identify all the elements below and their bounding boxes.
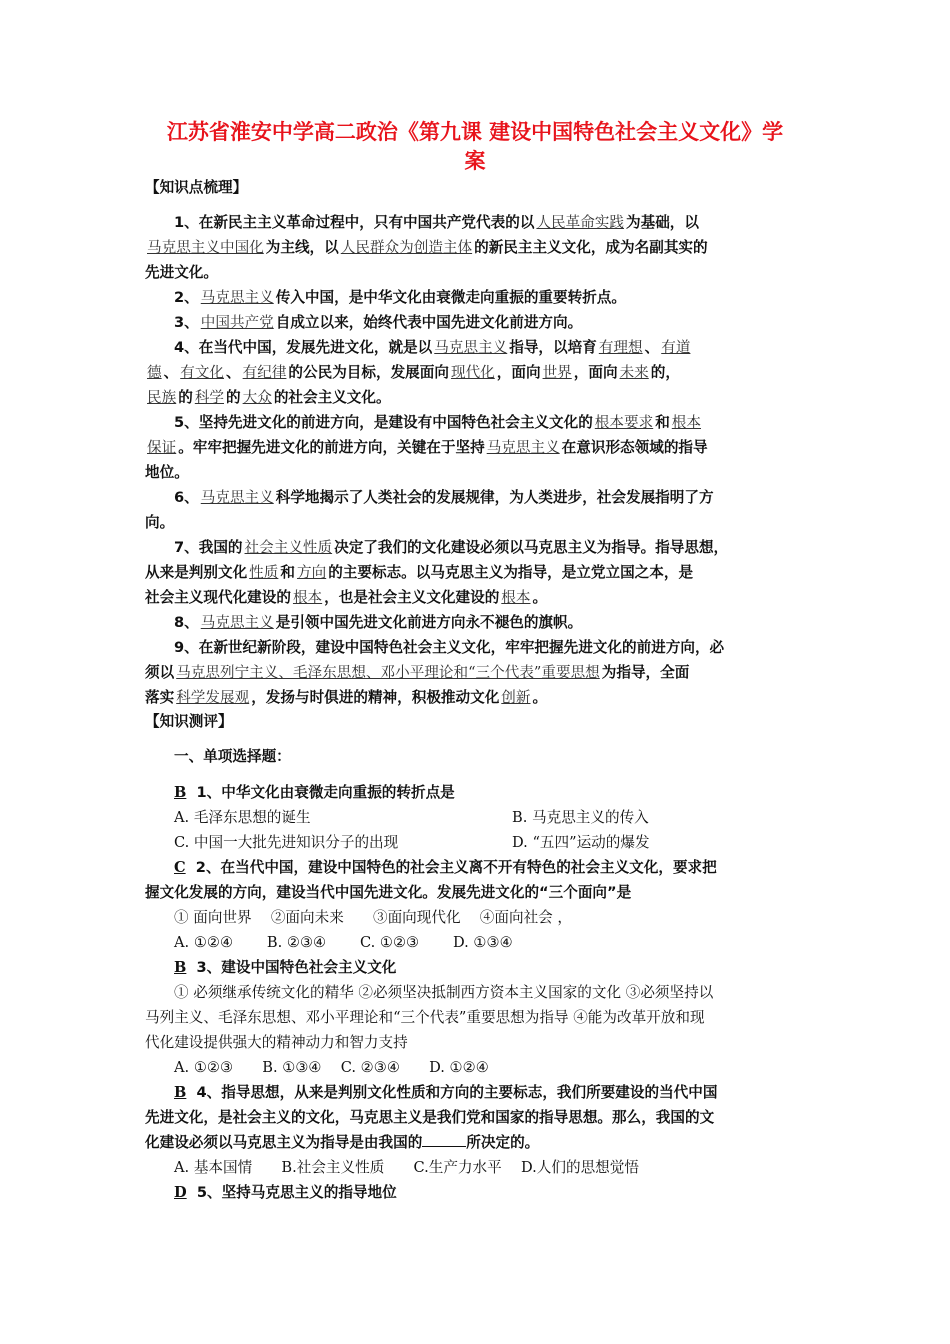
question-2-stem-line-1: C 2、在当代中国，建设中国特色的社会主义离不开有特色的社会主义文化，要求把: [174, 859, 717, 876]
part-heading-single-choice: 一、单项选择题：: [174, 748, 291, 765]
question-4-options: A. 基本国情 B.社会主义性质 C.生产力水平 D.人们的思想觉悟: [174, 1159, 639, 1176]
paragraph-6-line-1: 6、 马克思主义 科学地揭示了人类社会的发展规律，为人类进步，社会发展指明了方: [174, 489, 714, 506]
fill-answer: 有文化: [180, 364, 225, 381]
answer-key: B: [174, 959, 187, 976]
fill-answer: 马克思主义: [200, 289, 274, 306]
question-2-stem-line-2: 握文化发展的方向，建设当代中国先进文化。发展先进文化的“三个面向”是: [145, 884, 632, 901]
paragraph-9-line-2: 须以 马克思列宁主义、毛泽东思想、邓小平理论和“三个代表”重要思想 为指导，全面: [145, 664, 690, 681]
fill-answer: 根本: [671, 414, 701, 431]
question-4-stem-line-3: 化建设必须以马克思主义为指导是由我国的 所决定的。: [145, 1134, 540, 1151]
question-4-stem-line-2: 先进文化，是社会主义的文化，马克思主义是我们党和国家的指导思想。那么，我国的文: [145, 1109, 715, 1126]
question-1-option-a: A. 毛泽东思想的诞生: [174, 809, 311, 826]
fill-answer: 未来: [619, 364, 649, 381]
paragraph-1-line-2: 马克思主义中国化 为主线，以 人民群众为创造主体 的新民主主义文化，成为名副其实的: [147, 239, 708, 256]
answer-key: C: [174, 859, 186, 876]
fill-answer: 人民革命实践: [536, 214, 624, 231]
fill-answer: 人民群众为创造主体: [340, 239, 473, 256]
fill-answer: 大众: [242, 389, 272, 406]
fill-answer: 有纪律: [242, 364, 287, 381]
question-3-items-line-2: 马列主义、毛泽东思想、邓小平理论和“三个代表”重要思想为指导 ④能为改革开放和现: [145, 1009, 705, 1026]
fill-answer: 民族: [147, 389, 177, 406]
question-5-stem: D 5、坚持马克思主义的指导地位: [174, 1184, 397, 1201]
question-4-stem-line-1: B 4、指导思想，从来是判别文化性质和方向的主要标志，我们所要建设的当代中国: [174, 1084, 718, 1101]
fill-answer: 世界: [542, 364, 572, 381]
fill-answer: 马克思主义: [434, 339, 508, 356]
question-1-option-d: D. “五四”运动的爆发: [512, 834, 650, 851]
fill-answer: 保证: [147, 439, 177, 456]
paragraph-4-line-2: 德 、 有文化 、 有纪律 的公民为目标，发展面向 现代化 ，面向 世界 ，面向 未来 的，: [147, 364, 680, 381]
question-3-items-line-3: 代化建设提供强大的精神动力和智力支持: [145, 1034, 408, 1051]
paragraph-2: 2、 马克思主义 传入中国，是中华文化由衰微走向重振的重要转折点。: [174, 289, 626, 306]
fill-answer: 马克思列宁主义、毛泽东思想、邓小平理论和“三个代表”重要思想: [176, 664, 600, 681]
paragraph-7-line-2: 从来是判别文化 性质 和 方向 的主要标志。以马克思主义为指导，是立党立国之本，是: [145, 564, 694, 581]
fill-answer: 方向: [296, 564, 327, 581]
question-1-option-b: B. 马克思主义的传入: [512, 809, 649, 826]
title-line-1: 江苏省淮安中学高二政治《第九课 建设中国特色社会主义文化》学: [166, 120, 784, 144]
fill-answer: 根本: [501, 589, 531, 606]
document-title: [140, 118, 810, 176]
paragraph-9-line-1: 9、在新世纪新阶段，建设中国特色社会主义文化，牢牢把握先进文化的前进方向，必: [174, 639, 725, 656]
fill-answer: 性质: [249, 564, 279, 581]
question-3-options: A. ①②③ B. ①③④ C. ②③④ D. ①②④: [174, 1059, 489, 1076]
answer-key: D: [174, 1184, 187, 1201]
question-1-option-c: C. 中国一大批先进知识分子的出现: [174, 834, 399, 851]
fill-answer: 马克思主义: [200, 614, 274, 631]
paragraph-6-line-2: 向。: [145, 514, 175, 531]
paragraph-4-line-1: 4、在当代中国，发展先进文化，就是以 马克思主义 指导，以培育 有理想 、 有道: [174, 339, 691, 356]
paragraph-1-line-3: 先进文化。: [145, 264, 218, 281]
paragraph-1-line-1: 1、在新民主主义革命过程中，只有中国共产党代表的以 人民革命实践 为基础，以: [174, 214, 699, 231]
question-2-options: A. ①②④ B. ②③④ C. ①②③ D. ①③④: [174, 934, 513, 951]
fill-answer: 中国共产党: [200, 314, 274, 331]
question-3-items-line-1: ① 必须继承传统文化的精华 ②必须坚决抵制西方资本主义国家的文化 ③必须坚持以: [174, 984, 714, 1001]
paragraph-5-line-3: 地位。: [145, 464, 189, 481]
fill-answer: 有理想: [598, 339, 643, 356]
paragraph-7-line-3: 社会主义现代化建设的 根本 ，也是社会主义文化建设的 根本 。: [145, 589, 548, 606]
fill-answer: 德: [147, 364, 162, 381]
section-heading-quiz: 【知识测评】: [145, 713, 233, 730]
fill-answer: 马克思主义: [200, 489, 274, 506]
fill-answer: 科学发展观: [176, 689, 250, 706]
fill-answer: 创新: [501, 689, 531, 706]
title-line-2: 案: [464, 149, 486, 173]
question-1-stem: B 1、中华文化由衰微走向重振的转折点是: [174, 784, 455, 801]
fill-answer: 科学: [194, 389, 225, 406]
fill-answer: 马克思主义中国化: [147, 239, 264, 256]
paragraph-4-line-3: 民族 的 科学 的 大众 的社会主义文化。: [147, 389, 391, 406]
paragraph-5-line-1: 5、坚持先进文化的前进方向，是建设有中国特色社会主义文化的 根本要求 和 根本: [174, 414, 701, 431]
answer-key: B: [174, 1084, 187, 1101]
fill-answer: 有道: [661, 339, 691, 356]
paragraph-5-line-2: 保证 。牢牢把握先进文化的前进方向，关键在于坚持 马克思主义 在意识形态领域的指导: [147, 439, 708, 456]
paragraph-8: 8、 马克思主义 是引领中国先进文化前进方向永不褪色的旗帜。: [174, 614, 583, 631]
question-3-stem: B 3、建设中国特色社会主义文化: [174, 959, 397, 976]
blank-line: [422, 1132, 466, 1147]
question-2-items: ① 面向世界 ②面向未来 ③面向现代化 ④面向社会 ，: [174, 909, 572, 926]
fill-answer: 根本要求: [594, 414, 654, 431]
paragraph-7-line-1: 7、我国的 社会主义性质 决定了我们的文化建设必须以马克思主义为指导。指导思想，: [174, 539, 729, 556]
fill-answer: 社会主义性质: [244, 539, 333, 556]
fill-answer: 马克思主义: [486, 439, 560, 456]
fill-answer: 现代化: [450, 364, 495, 381]
paragraph-9-line-3: 落实 科学发展观 ，发扬与时俱进的精神，积极推动文化 创新 。: [145, 689, 548, 706]
section-heading-review: 【知识点梳理】: [145, 179, 248, 196]
answer-key: B: [174, 784, 187, 801]
fill-answer: 根本: [292, 589, 323, 606]
paragraph-3: 3、 中国共产党 自成立以来，始终代表中国先进文化前进方向。: [174, 314, 583, 331]
